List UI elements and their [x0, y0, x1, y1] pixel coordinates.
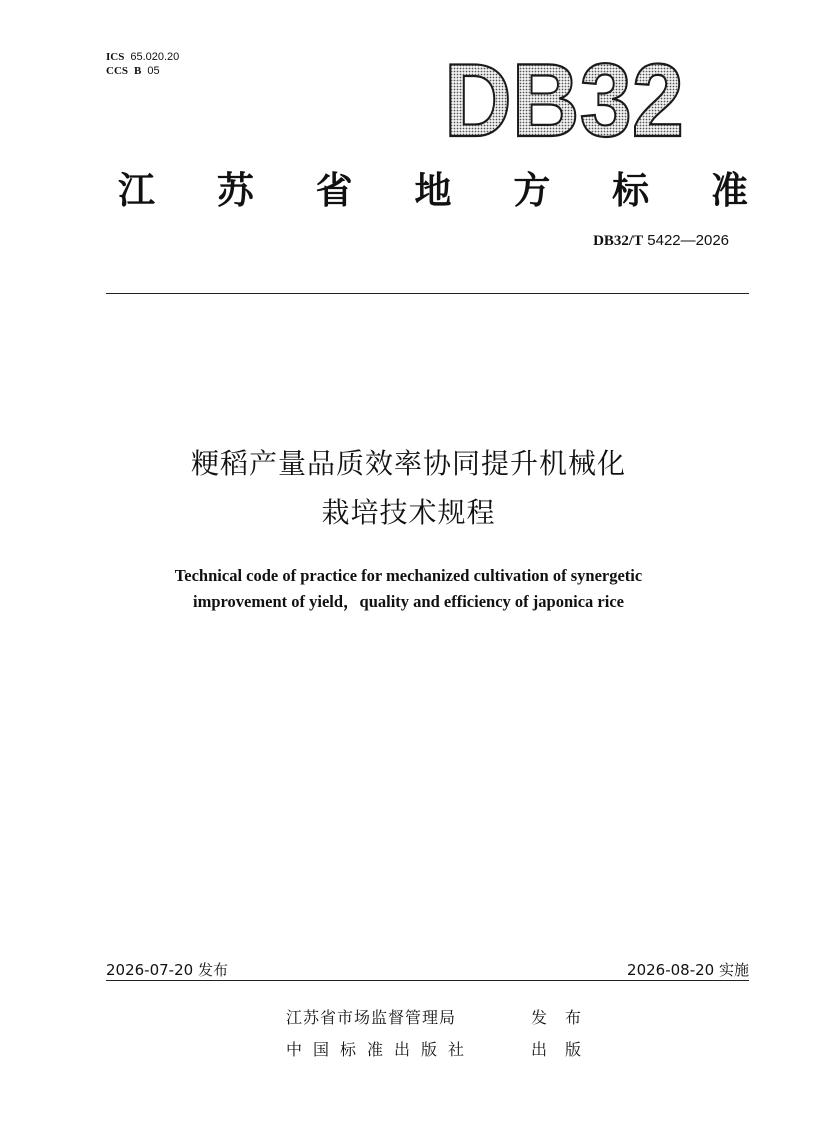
ics-label: ICS — [106, 51, 125, 63]
standard-type-char: 准 — [710, 169, 748, 212]
bottom-divider — [106, 980, 749, 981]
publisher-name: 中国标准出版社 — [286, 1040, 476, 1059]
chinese-title-line-1: 粳稻产量品质效率协同提升机械化 — [190, 447, 626, 480]
issue-date: 2026-07-20 发布 — [106, 961, 228, 979]
standard-type-char: 省 — [315, 169, 353, 212]
ics-value: 65.020.20 — [130, 51, 180, 63]
ccs-label: CCS — [106, 65, 129, 77]
ccs-code — [106, 64, 179, 78]
standard-number-prefix: DB32/T — [593, 233, 644, 249]
top-divider — [106, 293, 749, 294]
standard-type-char: 标 — [612, 169, 650, 212]
english-title-line-2: improvement of yield，quality and efficiency of japonica rice — [193, 592, 624, 611]
db32-logo-text: DB32 — [444, 52, 684, 144]
standard-number-value: 5422—2026 — [643, 232, 729, 249]
ics-code — [106, 50, 179, 64]
english-title-line-1: Technical code of practice for mechanized cultivation of synergetic — [174, 566, 643, 585]
standard-type-char: 地 — [414, 169, 452, 212]
standard-type-char: 方 — [513, 169, 551, 212]
standard-type-char: 苏 — [216, 169, 254, 212]
implementation-date: 2026-08-20 实施 — [627, 961, 749, 979]
ccs-value: 05 — [147, 65, 160, 77]
ccs-prefix: B — [134, 65, 142, 77]
standard-type-char: 江 — [118, 169, 155, 212]
standard-type-heading — [118, 160, 748, 214]
chinese-title-line-2: 栽培技术规程 — [321, 496, 496, 529]
db32-logo — [438, 52, 690, 144]
issuer-name: 江苏省市场监督管理局 — [286, 1008, 457, 1027]
standard-number — [593, 231, 729, 250]
classification-codes — [106, 50, 179, 78]
publisher-action: 出版 — [531, 1040, 600, 1059]
issuer-action: 发布 — [531, 1008, 600, 1027]
